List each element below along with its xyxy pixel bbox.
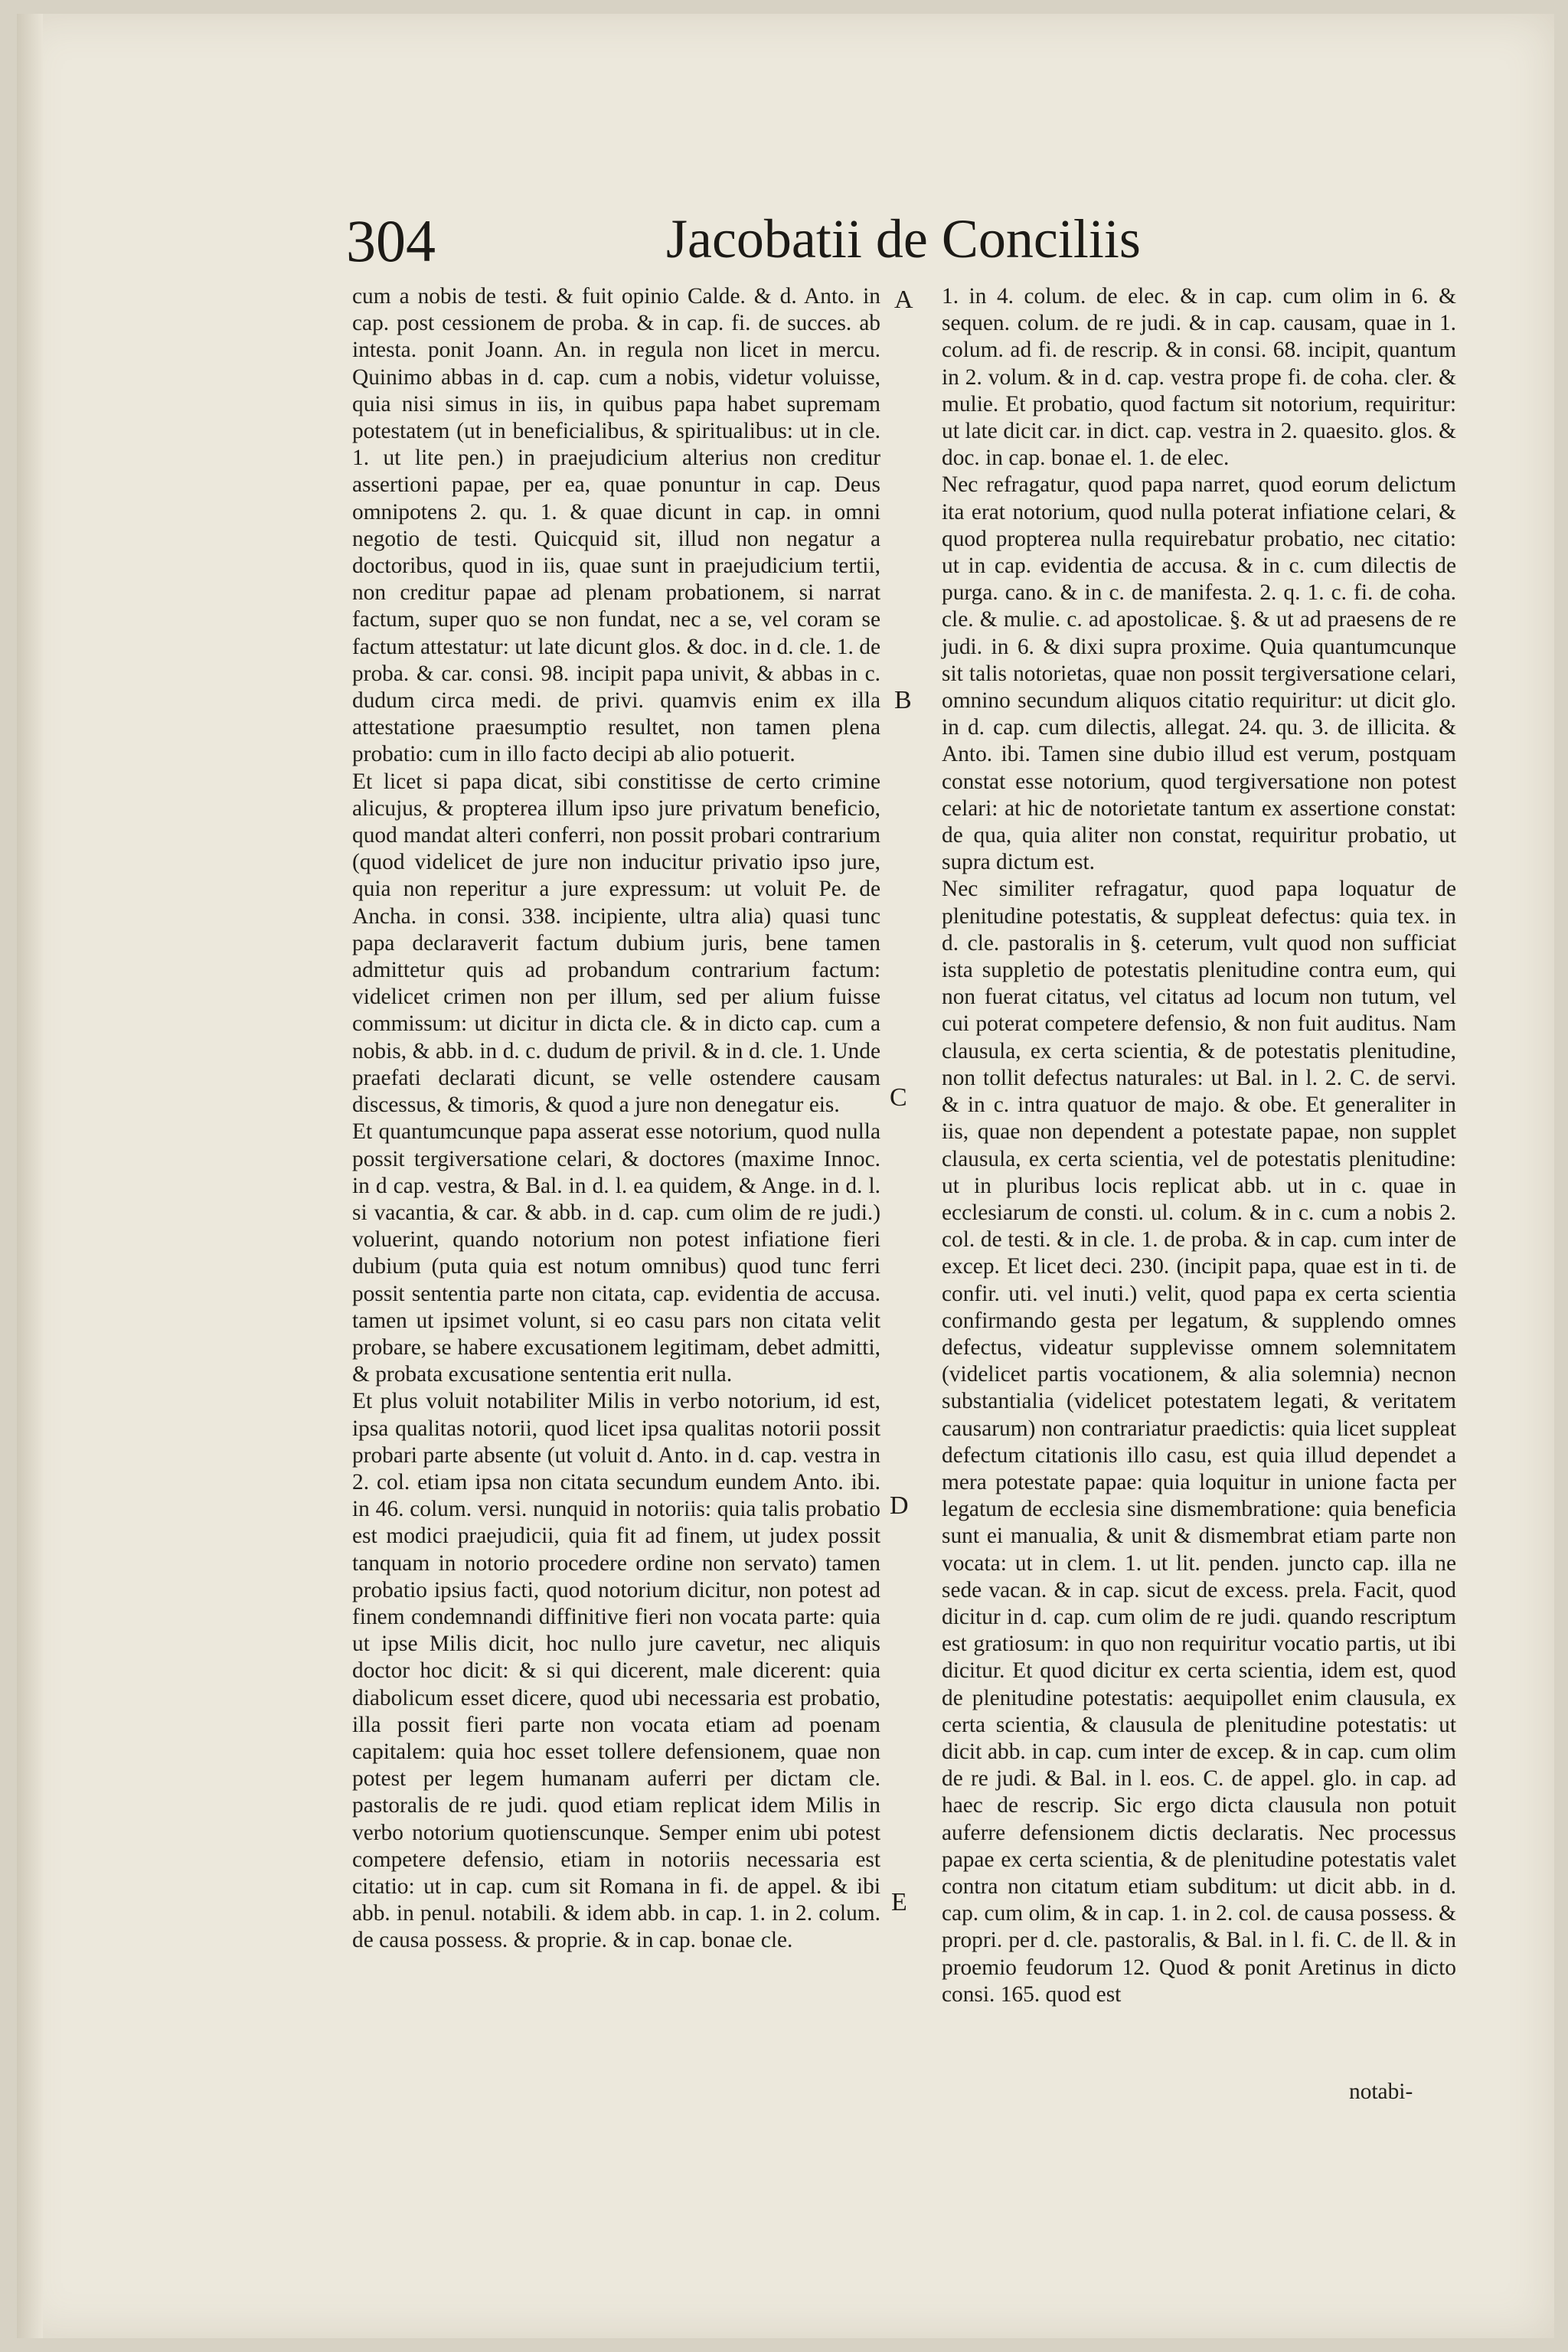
book-page — [17, 14, 1554, 2338]
margin-letter-b: B — [894, 686, 912, 714]
running-title: Jacobatii de Conciliis — [666, 208, 1141, 270]
margin-letter-d: D — [890, 1491, 909, 1520]
page-number: 304 — [346, 207, 436, 274]
margin-letter-a: A — [894, 286, 913, 314]
margin-letter-c: C — [890, 1083, 907, 1112]
page-gutter — [17, 14, 43, 2338]
left-text-column: cum a nobis de testi. & fuit opinio Calde. & d. Anto. in cap. post cessionem de proba. & in cap. fi. de succes. ab intesta. ponit Joann. An. in regula non licet in mercu. Quinimo abbas in d. cap. cum a nobis, videtur voluisse, quia nisi simus in iis, in quibus papa habet supremam potestatem (ut in beneficialibus, & spiritualibus: ut in cle. 1. ut lite pen.) in praejudicium alterius non creditur assertioni papae, per ea, quae ponuntur in cap. Deus omnipotens 2. qu. 1. & quae dicunt in cap. in omni negotio de testi. Quicquid sit, illud non negatur a doctoribus, quod in iis, quae sunt in praejudicium tertii, non creditur papae ad plenam probationem, si narrat factum, super quo se non fundat, nec a se, vel coram se factum attestatur: ut late dicunt glos. & doc. in d. cle. 1. de proba. & car. consi. 98. incipit papa univit, & abbas in c. dudum circa medi. de privi. quamvis enim ex illa attestatione praesumptio resultet, non tamen plena probatio: cum in illo facto decipi ab alio potuerit. Et licet si papa dicat, sibi constitisse de certo crimine alicujus, & propterea illum ipso jure privatum beneficio, quod mandat alteri conferri, non possit probari contrarium (quod videlicet de jure non inducitur privatio ipso jure, quia non reperitur a jure expressum: ut voluit Pe. de Ancha. in consi. 338. incipiente, ultra alia) quasi tunc papa declaraverit factum dubium juris, bene tamen admittetur quis ad probandum contrarium factum: videlicet crimen non per illum, sed per alium fuisse commissum: ut dicitur in dicta cle. & in dicto cap. cum a nobis, & abb. in d. c. dudum de privil. & in d. cle. 1. Unde praefati declarati dicunt, se velle ostendere causam discessus, & timoris, & quod a jure non denegatur eis. Et quantumcunque papa asserat esse notorium, quod nulla possit tergiversatione celari, & doctores (maxime Innoc. in d cap. vestra, & Bal. in d. l. ea quidem, & Ange. in d. l. si vacantia, & car. & abb. in d. cap. cum olim de re judi.) voluerint, quando notorium non potest infiatione fieri dubium (puta quia est notum omnibus) quod tunc ferri possit sententia parte non citata, cap. evidentia de accusa. tamen ut ipsimet volunt, si eo casu pars non citata velit probare, se habere excusationem legitimam, debet admitti, & probata excusatione sententia erit nulla. Et plus voluit notabiliter Milis in verbo notorium, id est, ipsa qualitas notorii, quod licet ipsa qualitas notorii possit probari parte absente (ut voluit d. Anto. in d. cap. vestra in 2. col. etiam ipsa non citata secundum eundem Anto. ibi. in 46. colum. versi. nunquid in notoriis: quia talis probatio est modici praejudicii, quia fit ad finem, ut judex possit tanquam in notorio procedere ordine non servato) tamen probatio ipsius facti, quod notorium dicitur, non potest ad finem condemnandi diffinitive fieri non vocata parte: quia ut ipse Milis dicit, hoc nullo jure cavetur, nec aliquis doctor hoc dicit: & si qui dicerent, male dicerent: quia diabolicum esset dicere, quod ubi necessaria est probatio, illa possit fieri parte non vocata etiam ad poenam capitalem: quia hoc esset tollere defensionem, quae non potest per legem humanam auferri per dictam cle. pastoralis de re judi. quod etiam replicat idem Milis in verbo notorium quotienscunque. Semper enim ubi potest competere defensio, etiam in notoriis necessaria est citatio: ut in cap. cum sit Romana in fi. de appel. & ibi abb. in penul. notabili. & idem abb. in cap. 1. in 2. colum. de causa possess. & proprie. & in cap. bonae cle. — [352, 284, 880, 1953]
right-text-column: 1. in 4. colum. de elec. & in cap. cum olim in 6. & sequen. colum. de re judi. & in cap. causam, quae in 1. colum. ad fi. de rescrip. & in consi. 68. incipit, quantum in 2. volum. & in d. cap. vestra prope fi. de coha. cler. & mulie. Et probatio, quod factum sit notorium, requiritur: ut late dicit car. in dict. cap. vestra in 2. quaesito. glos. & doc. in cap. bonae el. 1. de elec. Nec refragatur, quod papa narret, quod eorum delictum ita erat notorium, quod nulla poterat infiatione celari, & quod propterea nulla requirebatur probatio, nec citatio: ut in cap. evidentia de accusa. & in c. cum dilectis de purga. cano. & in c. de manifesta. 2. q. 1. c. fi. de coha. cle. & mulie. c. ad apostolicae. §. & ut ad praesens de re judi. in 6. & dixi supra proxime. Quia quantumcunque sit talis notorietas, quae non possit tergiversatione celari, omnino secundum aliquos citatio requiritur: ut dicit glo. in d. cap. cum dilectis, allegat. 24. qu. 3. de illicita. & Anto. ibi. Tamen sine dubio illud est verum, postquam constat esse notorium, quod tergiversatione non potest celari: at hic de notorietate tantum ex assertione constat: de qua, quia aliter non constat, requiritur probatio, ut supra dictum est. Nec similiter refragatur, quod papa loquatur de plenitudine potestatis, & suppleat defectus: quia tex. in d. cle. pastoralis in §. ceterum, vult quod non sufficiat ista suppletio de potestatis plenitudine contra eum, qui non fuerat citatus, vel citatus ad locum non tutum, vel cui poterat competere defensio, & non fuit auditus. Nam clausula, ex certa scientia, & de potestatis plenitudine, non tollit defectus naturales: ut Bal. in l. 2. C. de servi. & in c. intra quatuor de majo. & obe. Et generaliter in iis, quae non dependent a potestate papae, non supplet clausula, ex certa scientia, vel de potestatis plenitudine: ut in pluribus locis replicat abb. ut in c. quae in ecclesiarum de consti. ul. colum. & in c. cum a nobis 2. col. de testi. & in cle. 1. de proba. & in cap. cum inter de excep. Et licet deci. 230. (incipit papa, quae est in ti. de confir. uti. vel inuti.) velit, quod papa ex certa scientia confirmando gesta per legatum, & supplendo omnes defectus, videatur supplevisse omnem solemnitatem (videlicet partis vocationem, & alia solemnia) necnon substantialia (videlicet potestatem legati, & veritatem causarum) non contrariatur praedictis: quia licet suppleat defectum citationis illo casu, est quia illud dependet a mera potestate papae: quia loquitur in unione facta per legatum de ecclesia sine dismembratione: quia beneficia sunt ei manualia, & unit & dismembrat etiam parte non vocata: ut in clem. 1. ut lit. penden. juncto cap. illa ne sede vacan. & in cap. sicut de excess. prela. Facit, quod dicitur in d. cap. cum olim de re judi. quando rescriptum est gratiosum: in quo non requiritur vocatio partis, ut ibi dicitur. Et quod dicitur ex certa scientia, idem est, quod de plenitudine potestatis: aequipollet enim clausula, ex certa scientia, & clausula de plenitudine potestatis: ut dicit abb. in cap. cum inter de excep. & in cap. cum olim de re judi. & Bal. in l. eos. C. de appel. glo. in cap. ad haec de rescrip. Sic ergo dicta clausula non potuit auferre defensionem dictis declaratis. Nec processus papae ex certa scientia, & de plenitudine potestatis valet contra non citatum etiam subditum: ut dicit abb. in d. cap. cum olim, & in cap. 1. in 2. col. de causa possess. & propri. per d. cle. pastoralis, & Bal. in l. fi. C. de ll. & in proemio feudorum 12. Quod & ponit Aretinus in dicto consi. 165. quod est — [942, 284, 1456, 2007]
margin-letter-e: E — [891, 1888, 907, 1916]
catchword: notabi- — [1349, 2079, 1413, 2104]
